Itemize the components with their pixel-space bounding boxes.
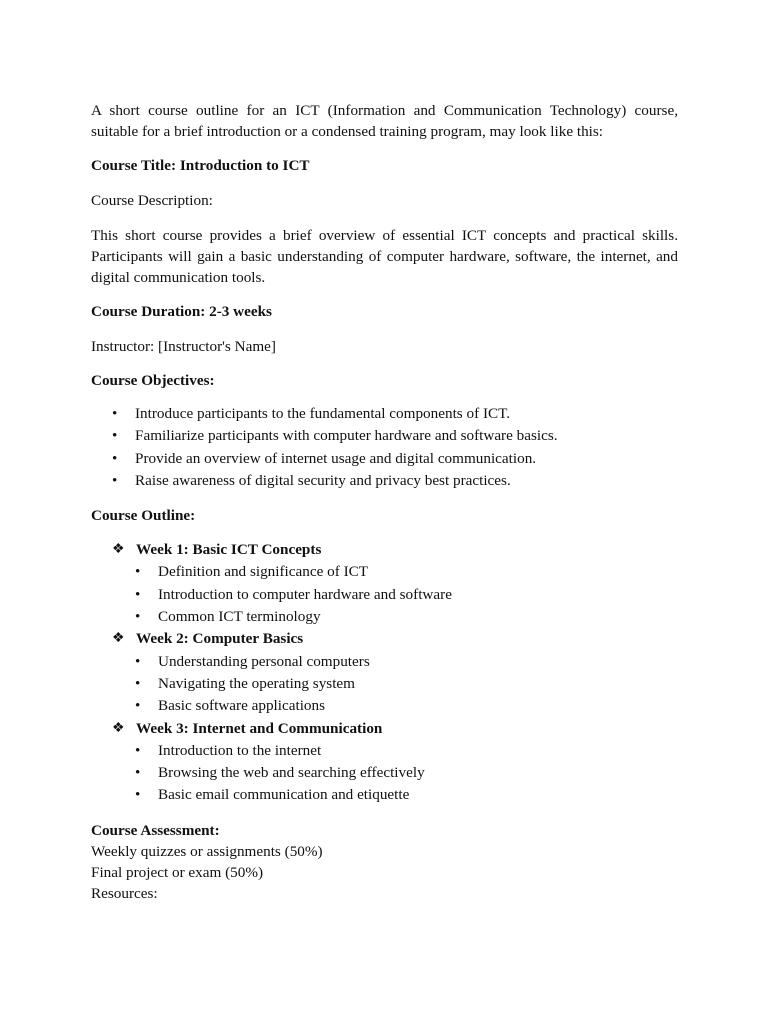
week-items (91, 561, 678, 628)
bullet-icon: • (135, 563, 141, 581)
list-item: • Basic software applications (91, 695, 678, 717)
bullet-icon: • (135, 764, 141, 782)
list-item: • Basic email communication and etiquette (91, 784, 678, 806)
bullet-icon: • (135, 786, 141, 804)
diamond-bullet-icon: ❖ (112, 542, 125, 558)
outline-heading: Course Outline: (91, 507, 196, 525)
assessment-item: Final project or exam (50%) (91, 863, 264, 881)
bullet-icon: • (112, 471, 118, 489)
list-item: • Browsing the web and searching effectively (91, 762, 678, 784)
document-page (91, 100, 678, 904)
bullet-icon: • (135, 697, 141, 715)
list-item: • Introduction to computer hardware and software (91, 584, 678, 606)
bullet-icon: • (135, 652, 141, 670)
bullet-icon: • (112, 405, 118, 422)
list-item: • Provide an overview of internet usage and digital communication. (91, 448, 678, 470)
intro-paragraph: A short course outline for an ICT (Information and Communication Technology) course, suitable for a brief introduction or a condensed training program, may look like this: (91, 102, 678, 140)
assessment-heading: Course Assessment: (91, 821, 220, 839)
week-heading: ❖ Week 2: Computer Basics (91, 628, 678, 650)
week-items (91, 651, 678, 718)
bullet-icon: • (135, 741, 141, 759)
assessment-item: Weekly quizzes or assignments (50%) (91, 842, 323, 860)
course-title: Course Title: Introduction to ICT (91, 157, 310, 174)
week-heading: ❖ Week 3: Internet and Communication (91, 718, 678, 740)
objectives-list (91, 403, 678, 492)
bullet-icon: • (112, 449, 118, 467)
resources-label: Resources: (91, 884, 158, 902)
list-item: • Raise awareness of digital security and privacy best practices. (91, 470, 678, 492)
bullet-icon: • (135, 674, 141, 692)
bullet-icon: • (135, 585, 141, 603)
bullet-icon: • (112, 427, 118, 445)
course-description: This short course provides a brief overview of essential ICT concepts and practical skills. Participants will gain a basic understanding of computer hardware, software, the internet, and digital communication tools. (91, 227, 678, 286)
list-item: • Common ICT terminology (91, 606, 678, 628)
bullet-icon: • (135, 608, 141, 626)
objectives-heading: Course Objectives: (91, 372, 215, 389)
list-item: • Understanding personal computers (91, 651, 678, 673)
assessment-section (91, 820, 678, 904)
diamond-bullet-icon: ❖ (112, 631, 125, 647)
list-item: • Introduction to the internet (91, 740, 678, 762)
list-item: • Definition and significance of ICT (91, 561, 678, 583)
week-items (91, 740, 678, 807)
course-duration: Course Duration: 2-3 weeks (91, 303, 272, 320)
instructor-line: Instructor: [Instructor's Name] (91, 338, 276, 355)
list-item: • Familiarize participants with computer hardware and software basics. (91, 425, 678, 447)
outline-weeks (91, 539, 678, 807)
diamond-bullet-icon: ❖ (112, 720, 125, 736)
list-item: • Introduce participants to the fundamental components of ICT. (91, 403, 678, 425)
week-heading: ❖ Week 1: Basic ICT Concepts (91, 539, 678, 561)
course-description-label: Course Description: (91, 192, 213, 209)
list-item: • Navigating the operating system (91, 673, 678, 695)
